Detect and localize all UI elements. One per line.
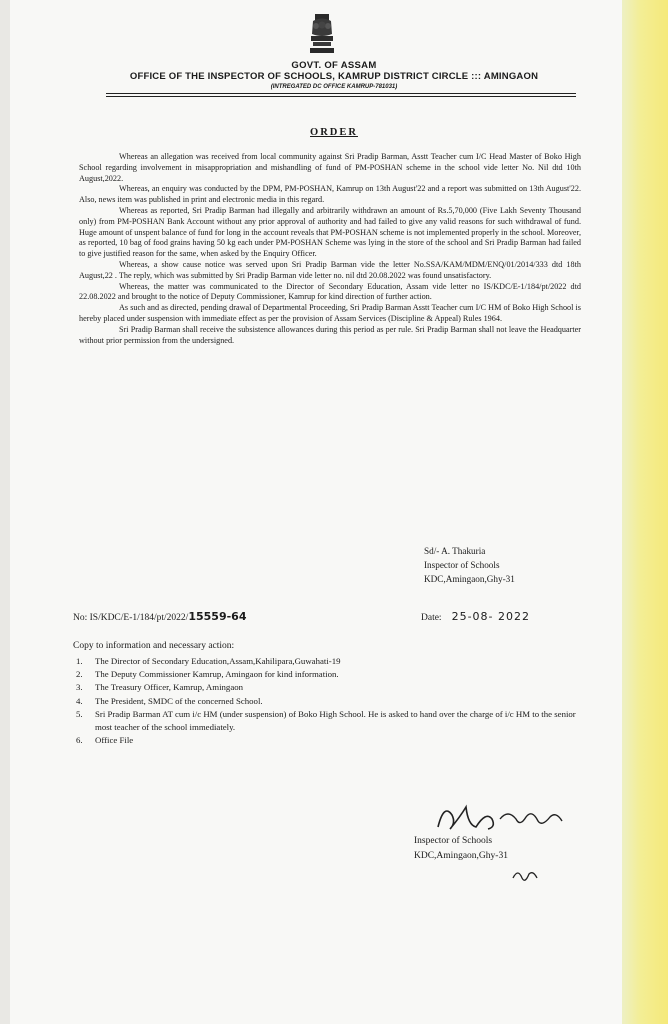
paragraph: As such and as directed, pending drawal of Departmental Proceeding, Sri Pradip Barman Asstt Teacher cum I/C HM of Boko High School is hereby placed under suspension with immediate effect as per the provision of Assam Services (Discipline & Appeal) Rules 1964. [79,303,581,323]
order-body [79,152,581,346]
list-item [76,655,576,668]
state-emblem-icon [305,12,339,58]
list-item-number: 6. [76,735,83,746]
copy-to-list [76,655,576,747]
final-signatory-designation: Inspector of Schools [414,836,493,846]
list-item [76,668,576,681]
list-item-number: 1. [76,656,83,666]
paragraph: Whereas, a show cause notice was served upon Sri Pradip Barman vide the letter No.SSA/KAM/MDM/ENQ/01/2014/333 dtd 18th August,22 . The reply, which was submitted by Sri Pradip Barman vide letter no. nil dtd 20.08.2022 was found unsatisfactory. [79,259,581,280]
header-rule-top [106,93,576,94]
list-item-number: 2. [76,669,83,680]
list-item-text: Sri Pradip Barman AT cum i/c HM (under suspension) of Boko High School. He is asked to hand over the charge of i/c HM to the senior most teacher of the school immediately. [95,708,576,733]
list-item-text: Office File [95,735,134,746]
govt-title: GOVT. OF ASSAM [291,60,377,71]
list-item-text: The Treasury Officer, Kamrup, Amingaon [95,682,244,693]
list-item [76,695,576,708]
list-item-text: The Director of Secondary Education,Assam,Kahilipara,Guwahati-19 [95,656,341,666]
list-item-number: 3. [76,682,83,693]
paragraph: Whereas an allegation was received from local community against Sri Pradip Barman, Asstt Teacher cum I/C Head Master of Boko High School regarding involvement in misappropriation and mishandling of fund of PM-POSHAN scheme in the school vide letter No. Nil dtd 10th August,2022. [79,152,581,183]
order-title: ORDER [310,127,358,138]
background-edge [622,0,668,1024]
list-item-text: The President, SMDC of the concerned School. [95,695,263,706]
list-item [76,708,576,734]
signatory-name: Sd/- A. Thakuria [424,546,486,556]
paragraph: Sri Pradip Barman shall receive the subsistence allowances during this period as per rule. Sri Pradip Barman shall not leave the Headquarter without prior permission from the undersigned. [79,324,581,345]
office-subtitle: (INTREGATED DC OFFICE KAMRUP-781031) [270,84,398,90]
list-item [76,681,576,694]
handwritten-initials-icon [510,866,540,886]
list-item-number: 4. [76,695,83,706]
memo-number [73,610,246,623]
list-item-text: The Deputy Commissioner Kamrup, Amingaon for kind information. [95,669,339,680]
paragraph: Whereas, the matter was communicated to the Director of Secondary Education, Assam vide letter no IS/KDC/E-1/184/pt/2022 dtd 22.08.2022 and brought to the notice of Deputy Commissioner, Kamrup for kind direction of further action. [79,281,581,302]
list-item [76,734,576,747]
office-title: OFFICE OF THE INSPECTOR OF SCHOOLS, KAMRUP DISTRICT CIRCLE ::: AMINGAON [129,71,539,82]
signatory-address: KDC,Amingaon,Ghy-31 [424,574,515,584]
paragraph: Whereas as reported, Sri Pradip Barman had illegally and arbitrarily withdrawn an amount of Rs.5,70,000 (Five Lakh Seventy Thousand only) from PM-POSHAN Bank Account without any prior approval of authority and had failed to give any valid reasons for such withdrawal of fund. Huge amount of unspent balance of fund for long in the account reveals that PM-POSHAN scheme is not implemented properly in the school. Moreover, as reported, 10 bag of food grains having 50 kg each under PM-POSHAN Scheme was lying in the store of the school and Sri Pradip Barman had failed to give justified reason for the same, when asked by the Enquiry Officer. [79,205,581,259]
final-signatory-address: KDC,Amingaon,Ghy-31 [414,851,508,861]
date-handwritten-value: 25-08- 2022 [451,610,531,623]
memo-label: No: IS/KDC/E-1/184/pt/2022/ [73,613,189,623]
list-item-number: 5. [76,708,83,719]
signatory-block [424,544,594,586]
final-signatory-block [414,834,508,864]
signatory-designation: Inspector of Schools [424,560,500,570]
date-label: Date: [421,613,442,623]
header-rule-bottom [106,96,576,97]
handwritten-signature-icon [430,797,580,837]
memo-handwritten-number: 15559-64 [188,610,247,623]
copy-to-heading: Copy to information and necessary action: [73,641,235,651]
paragraph: Whereas, an enquiry was conducted by the DPM, PM-POSHAN, Kamrup on 13th August'22 and a report was submitted on 13th August'22. Also, news item was published in print and electronic media in this regard. [79,184,581,205]
memo-date [421,610,530,623]
